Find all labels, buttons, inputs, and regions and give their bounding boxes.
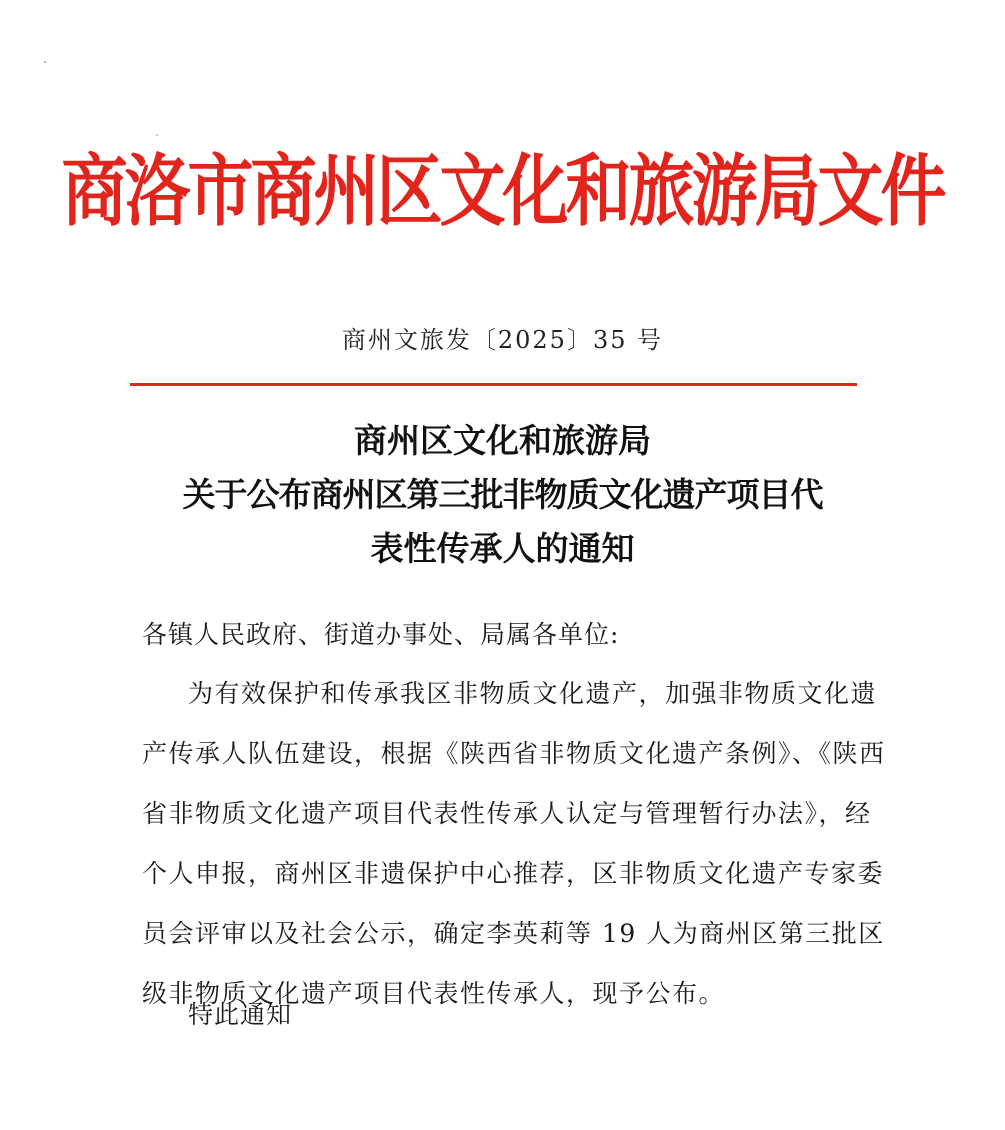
body-paragraph <box>142 664 886 1024</box>
document-number: 商州文旅发〔2025〕35 号 <box>341 326 664 354</box>
body-line: 省非物质文化遗产项目代表性传承人认定与管理暂行办法》，经 <box>142 799 872 828</box>
body-line: 为有效保护和传承我区非物质文化遗产，加强非物质文化遗 <box>188 679 878 708</box>
addressee: 各镇人民政府、街道办事处、局属各单位: <box>142 620 620 649</box>
title-line: 商州区文化和旅游局 <box>354 421 651 460</box>
body-line: 级非物质文化遗产项目代表性传承人，现予公布。 <box>142 979 726 1008</box>
issuer-red-header: 商洛市商州区文化和旅游局文件 <box>61 145 944 238</box>
body-line: 产传承人队伍建设，根据《陕西省非物质文化遗产条例》、《陕西 <box>142 739 886 768</box>
scan-speck <box>44 61 46 63</box>
title-line: 表性传承人的通知 <box>370 529 635 568</box>
title-line: 关于公布商州区第三批非物质文化遗产项目代 <box>182 475 823 514</box>
body-line: 员会评审以及社会公示，确定李英莉等 19 人为商州区第三批区 <box>142 919 885 948</box>
scan-speck <box>156 134 158 136</box>
closing-remark: 特此通知 <box>188 1000 293 1029</box>
notice-title <box>0 414 1005 576</box>
red-separator-rule <box>130 383 857 386</box>
body-line: 个人申报，商州区非遗保护中心推荐，区非物质文化遗产专家委 <box>142 859 885 888</box>
